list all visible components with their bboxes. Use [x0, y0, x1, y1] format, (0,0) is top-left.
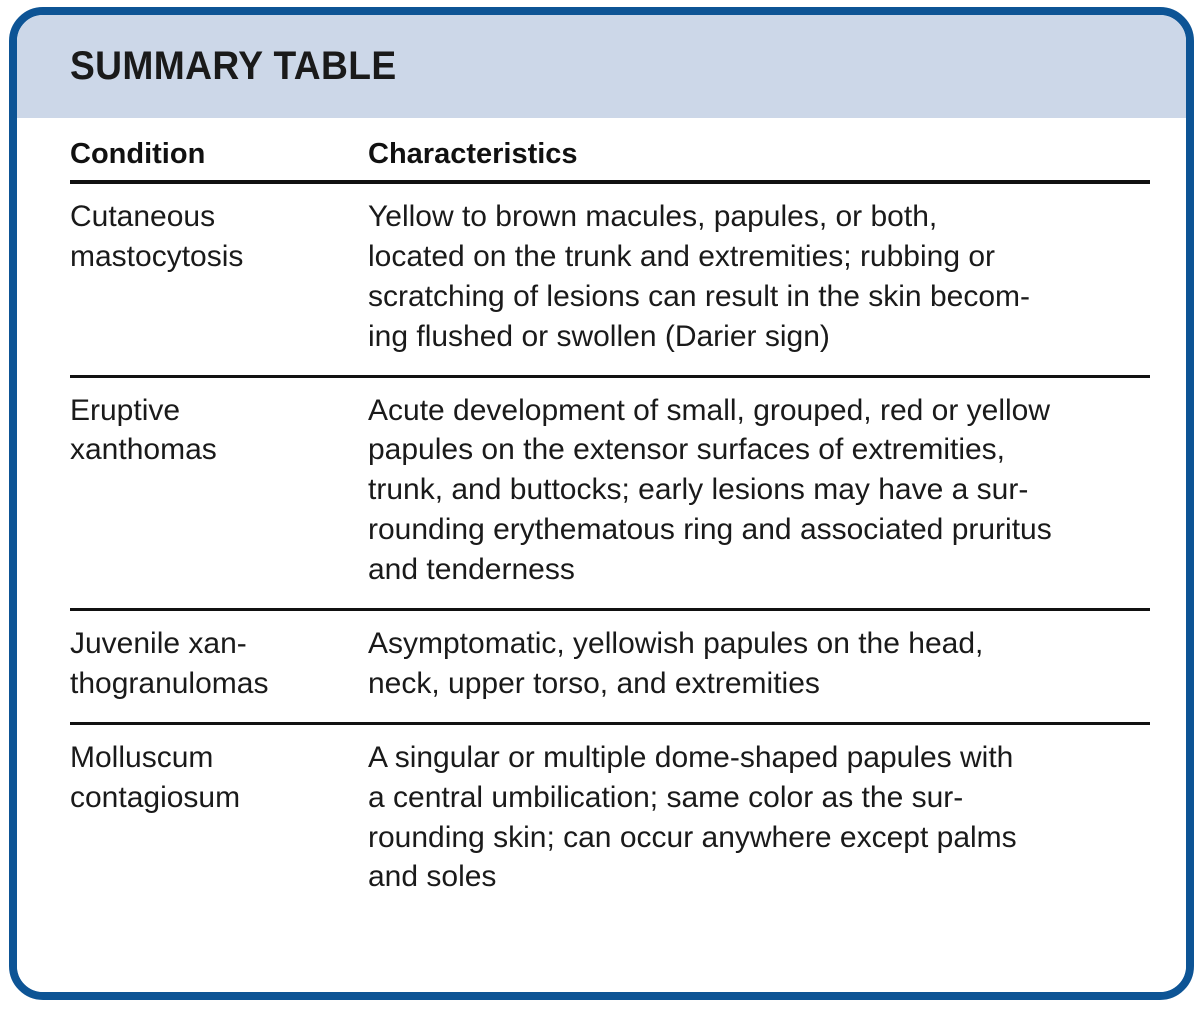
table-row [70, 723, 1150, 915]
cell-condition [70, 376, 358, 609]
characteristics-line: and tenderness [368, 553, 575, 587]
summary-table-card [9, 7, 1194, 1000]
cell-characteristics [358, 182, 1150, 376]
condition-line: contagiosum [70, 780, 241, 814]
characteristics-line: Asymptomatic, yellowish papules on the head, [368, 627, 984, 661]
characteristics-line: Yellow to brown macules, papules, or both, [368, 200, 938, 233]
card-body [17, 118, 1186, 992]
characteristics-line: ing flushed or swollen (Darier sign) [368, 319, 830, 353]
characteristics-line: scratching of lesions can result in the skin becom- [368, 279, 1030, 313]
table-head [70, 118, 1150, 182]
characteristics-line: and soles [368, 860, 497, 894]
cell-characteristics [358, 376, 1150, 609]
column-header-characteristics: Characteristics [358, 118, 1150, 182]
condition-line: Cutaneous [70, 200, 216, 233]
characteristics-line: neck, upper torso, and extremities [368, 666, 820, 700]
cell-condition [70, 723, 358, 915]
condition-line: mastocytosis [70, 239, 244, 273]
condition-line: Molluscum [70, 740, 214, 774]
characteristics-line: a central umbilication; same color as the sur- [368, 780, 964, 814]
characteristics-line: rounding erythematous ring and associated pruritus [368, 513, 1052, 547]
characteristics-line: papules on the extensor surfaces of extremities, [368, 433, 1006, 467]
condition-line: Juvenile xan- [70, 627, 247, 661]
characteristics-line: A singular or multiple dome-shaped papules with [368, 740, 1014, 774]
table-row [70, 610, 1150, 724]
summary-table [70, 118, 1150, 915]
table-row [70, 376, 1150, 609]
table-header-row [70, 118, 1150, 182]
condition-line: Eruptive [70, 393, 181, 427]
characteristics-line: trunk, and buttocks; early lesions may have a sur- [368, 473, 1029, 507]
characteristics-line: located on the trunk and extremities; rubbing or [368, 239, 996, 273]
table-body [70, 182, 1150, 915]
cell-condition [70, 182, 358, 376]
page-title: SUMMARY TABLE [70, 44, 397, 88]
card-header [17, 15, 1186, 118]
column-header-condition: Condition [70, 118, 358, 182]
condition-line: thogranulomas [70, 666, 269, 700]
table-row [70, 182, 1150, 376]
condition-line: xanthomas [70, 433, 217, 467]
cell-characteristics [358, 723, 1150, 915]
characteristics-line: Acute development of small, grouped, red or yellow [368, 393, 1051, 427]
cell-characteristics [358, 610, 1150, 724]
cell-condition [70, 610, 358, 724]
characteristics-line: rounding skin; can occur anywhere except palms [368, 820, 1017, 854]
